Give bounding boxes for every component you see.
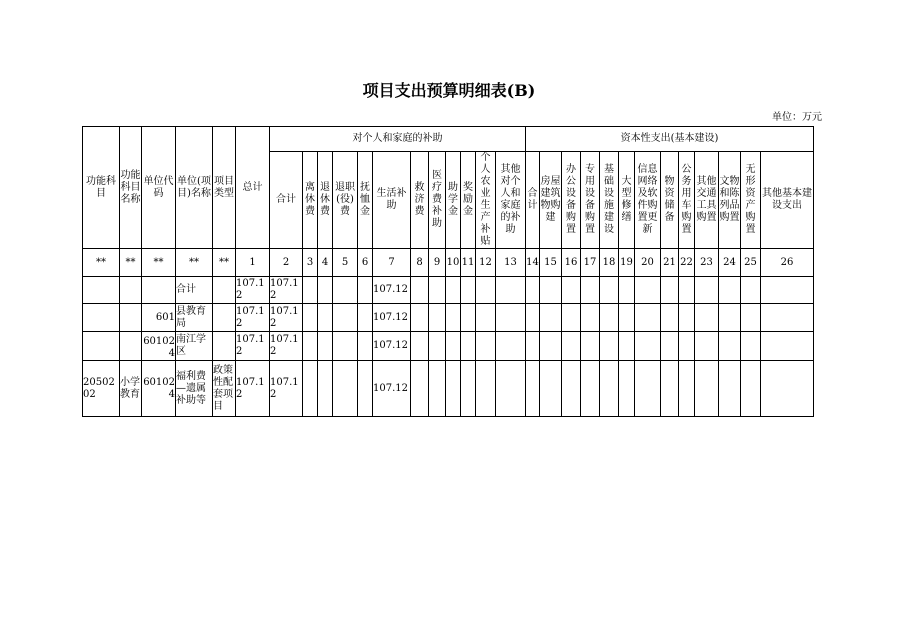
cell-p-reward <box>461 304 476 332</box>
cell-project-type <box>213 332 236 361</box>
cell-c-office <box>562 277 581 304</box>
column-index-cell: 21 <box>661 249 679 277</box>
cell-p-retire <box>303 277 318 304</box>
header-func-code: 功能科目 <box>83 127 120 249</box>
header-living-subsidy: 生活补助 <box>373 152 411 249</box>
cell-c-other <box>761 361 814 417</box>
header-resign-fee: 退职(役)费 <box>333 152 358 249</box>
cell-p-farm <box>476 277 496 304</box>
table-row <box>83 332 814 361</box>
cell-func-name <box>120 332 142 361</box>
cell-p-retire <box>303 361 318 417</box>
cell-c-vehicle <box>679 277 695 304</box>
cell-c-repair <box>619 304 635 332</box>
cell-c-reserve <box>661 277 679 304</box>
cell-project-type <box>213 304 236 332</box>
cell-p-retire <box>303 332 318 361</box>
cell-c-repair <box>619 277 635 304</box>
column-index-cell: 19 <box>619 249 635 277</box>
cell-c-culture <box>719 332 741 361</box>
cell-c-intangible <box>741 304 761 332</box>
cell-c-total <box>526 361 540 417</box>
header-quit-fee: 退休费 <box>318 152 333 249</box>
cell-p-reward <box>461 361 476 417</box>
cell-unit-code: 601024 <box>142 332 176 361</box>
cell-p-medical <box>429 361 446 417</box>
cell-c-house <box>540 361 562 417</box>
cell-c-it <box>635 304 661 332</box>
cell-c-total <box>526 277 540 304</box>
cell-c-house <box>540 332 562 361</box>
cell-p-retire <box>303 304 318 332</box>
cell-p-other <box>496 332 526 361</box>
cell-unit-code <box>142 277 176 304</box>
header-farm-subsidy: 个人农业生产补贴 <box>476 152 496 249</box>
cell-p-relief <box>411 304 429 332</box>
cell-p-medical <box>429 304 446 332</box>
header-unit-name: 单位(项目)名称 <box>176 127 213 249</box>
cell-total: 107.12 <box>236 277 270 304</box>
column-index-cell: 2 <box>270 249 303 277</box>
budget-table <box>82 126 814 417</box>
column-index-cell: 13 <box>496 249 526 277</box>
cell-c-transport <box>695 277 719 304</box>
group-capital-expenditure: 资本性支出(基本建设) <box>526 127 814 152</box>
header-retire-fee: 离休费 <box>303 152 318 249</box>
cell-c-other <box>761 304 814 332</box>
cell-p-relief <box>411 361 429 417</box>
column-index-cell: 4 <box>318 249 333 277</box>
column-index-cell: 7 <box>373 249 411 277</box>
header-project-type: 项目类型 <box>213 127 236 249</box>
cell-p-medical <box>429 332 446 361</box>
cell-p-resign <box>333 304 358 332</box>
header-capital-total: 合计 <box>526 152 540 249</box>
cell-c-total <box>526 332 540 361</box>
column-index-cell: 3 <box>303 249 318 277</box>
cell-p-other <box>496 277 526 304</box>
column-index-cell: 26 <box>761 249 814 277</box>
column-index-cell: 20 <box>635 249 661 277</box>
header-intangible-assets: 无形资产购置 <box>741 152 761 249</box>
cell-c-culture <box>719 277 741 304</box>
column-index-cell: 15 <box>540 249 562 277</box>
table-row <box>83 304 814 332</box>
cell-p-total: 107.12 <box>270 361 303 417</box>
header-reward: 奖励金 <box>461 152 476 249</box>
column-index-cell: 18 <box>600 249 619 277</box>
column-index-cell: 12 <box>476 249 496 277</box>
table-row <box>83 277 814 304</box>
cell-c-transport <box>695 361 719 417</box>
cell-p-total: 107.12 <box>270 277 303 304</box>
data-rows <box>83 277 814 417</box>
column-index-cell: 24 <box>719 249 741 277</box>
column-index-cell: 8 <box>411 249 429 277</box>
cell-p-farm <box>476 304 496 332</box>
cell-p-living: 107.12 <box>373 304 411 332</box>
cell-p-resign <box>333 332 358 361</box>
cell-func-code <box>83 277 120 304</box>
cell-c-culture <box>719 304 741 332</box>
unit-label: 单位：万元 <box>772 112 822 123</box>
column-index-cell: 16 <box>562 249 581 277</box>
cell-p-student <box>446 277 461 304</box>
header-total: 总计 <box>236 127 270 249</box>
cell-p-relief <box>411 277 429 304</box>
cell-c-vehicle <box>679 304 695 332</box>
cell-c-intangible <box>741 277 761 304</box>
cell-p-living: 107.12 <box>373 332 411 361</box>
cell-p-resign <box>333 361 358 417</box>
cell-c-infra <box>600 361 619 417</box>
cell-c-infra <box>600 304 619 332</box>
cell-unit-name: 县教育局 <box>176 304 213 332</box>
cell-func-name: 小学教育 <box>120 361 142 417</box>
cell-c-special <box>581 304 600 332</box>
cell-p-relief <box>411 332 429 361</box>
cell-p-pension <box>358 361 373 417</box>
column-index-cell: 10 <box>446 249 461 277</box>
cell-c-office <box>562 361 581 417</box>
header-cultural-relics: 文物和陈列品购置 <box>719 152 741 249</box>
cell-c-special <box>581 332 600 361</box>
column-index-row <box>83 249 814 277</box>
header-office-equipment: 办公设备购置 <box>562 152 581 249</box>
cell-p-resign <box>333 277 358 304</box>
header-student-aid: 助学金 <box>446 152 461 249</box>
cell-p-quit <box>318 277 333 304</box>
column-index-cell: 23 <box>695 249 719 277</box>
cell-c-it <box>635 361 661 417</box>
cell-c-vehicle <box>679 361 695 417</box>
cell-unit-name: 南江学区 <box>176 332 213 361</box>
cell-func-name <box>120 277 142 304</box>
cell-c-transport <box>695 304 719 332</box>
cell-c-special <box>581 277 600 304</box>
cell-func-name <box>120 304 142 332</box>
cell-p-farm <box>476 361 496 417</box>
cell-p-medical <box>429 277 446 304</box>
cell-p-quit <box>318 361 333 417</box>
page-title: 项目支出预算明细表(B) <box>362 81 536 100</box>
column-index-cell: 22 <box>679 249 695 277</box>
header-it-software: 信息网络及软件购置更新 <box>635 152 661 249</box>
column-index-cell: 1 <box>236 249 270 277</box>
cell-total: 107.12 <box>236 361 270 417</box>
cell-c-infra <box>600 277 619 304</box>
cell-c-infra <box>600 332 619 361</box>
cell-p-reward <box>461 332 476 361</box>
cell-unit-code: 601 <box>142 304 176 332</box>
cell-c-repair <box>619 361 635 417</box>
column-index-cell: ** <box>213 249 236 277</box>
header-medical-subsidy: 医疗费补助 <box>429 152 446 249</box>
cell-c-vehicle <box>679 332 695 361</box>
cell-c-house <box>540 277 562 304</box>
header-house-building: 房屋建筑物购建 <box>540 152 562 249</box>
cell-unit-name: 福利费—遗属补助等 <box>176 361 213 417</box>
cell-p-student <box>446 332 461 361</box>
column-index-cell: ** <box>142 249 176 277</box>
column-index-cell: 5 <box>333 249 358 277</box>
cell-unit-code: 601024 <box>142 361 176 417</box>
header-other-personal: 其他对个人和家庭的补助 <box>496 152 526 249</box>
cell-c-office <box>562 332 581 361</box>
cell-c-intangible <box>741 361 761 417</box>
cell-c-total <box>526 304 540 332</box>
cell-c-intangible <box>741 332 761 361</box>
header-major-repair: 大型修缮 <box>619 152 635 249</box>
cell-c-culture <box>719 361 741 417</box>
cell-c-it <box>635 332 661 361</box>
cell-c-repair <box>619 332 635 361</box>
header-infrastructure: 基础设施建设 <box>600 152 619 249</box>
cell-p-other <box>496 304 526 332</box>
column-index-cell: ** <box>120 249 142 277</box>
header-func-name: 功能科目名称 <box>120 127 142 249</box>
cell-p-student <box>446 304 461 332</box>
cell-p-quit <box>318 332 333 361</box>
column-index-cell: 14 <box>526 249 540 277</box>
cell-total: 107.12 <box>236 304 270 332</box>
cell-c-other <box>761 332 814 361</box>
cell-c-office <box>562 304 581 332</box>
column-index-cell: 9 <box>429 249 446 277</box>
cell-p-farm <box>476 332 496 361</box>
cell-unit-name: 合计 <box>176 277 213 304</box>
column-index-cell: ** <box>83 249 120 277</box>
cell-func-code <box>83 304 120 332</box>
cell-p-pension <box>358 332 373 361</box>
cell-func-code <box>83 332 120 361</box>
table-row <box>83 361 814 417</box>
header-material-reserve: 物资储备 <box>661 152 679 249</box>
cell-p-student <box>446 361 461 417</box>
cell-c-other <box>761 277 814 304</box>
cell-c-it <box>635 277 661 304</box>
header-pension: 抚恤金 <box>358 152 373 249</box>
cell-c-house <box>540 304 562 332</box>
column-index-cell: 17 <box>581 249 600 277</box>
cell-p-pension <box>358 304 373 332</box>
cell-c-reserve <box>661 361 679 417</box>
header-relief-fee: 救济费 <box>411 152 429 249</box>
cell-p-pension <box>358 277 373 304</box>
cell-p-total: 107.12 <box>270 304 303 332</box>
header-official-vehicle: 公务用车购置 <box>679 152 695 249</box>
cell-p-other <box>496 361 526 417</box>
header-other-transport: 其他交通工具购置 <box>695 152 719 249</box>
cell-c-reserve <box>661 304 679 332</box>
cell-p-living: 107.12 <box>373 361 411 417</box>
column-index-cell: ** <box>176 249 213 277</box>
group-personal-subsidy: 对个人和家庭的补助 <box>270 127 526 152</box>
cell-project-type <box>213 277 236 304</box>
cell-p-reward <box>461 277 476 304</box>
column-index-cell: 25 <box>741 249 761 277</box>
column-index-cell: 11 <box>461 249 476 277</box>
cell-total: 107.12 <box>236 332 270 361</box>
cell-c-transport <box>695 332 719 361</box>
header-personal-total: 合计 <box>270 152 303 249</box>
header-unit-code: 单位代码 <box>142 127 176 249</box>
cell-p-total: 107.12 <box>270 332 303 361</box>
cell-c-special <box>581 361 600 417</box>
cell-p-quit <box>318 304 333 332</box>
header-other-capital: 其他基本建设支出 <box>761 152 814 249</box>
header-special-equipment: 专用设备购置 <box>581 152 600 249</box>
cell-p-living: 107.12 <box>373 277 411 304</box>
cell-c-reserve <box>661 332 679 361</box>
column-index-cell: 6 <box>358 249 373 277</box>
cell-func-code: 2050202 <box>83 361 120 417</box>
cell-project-type: 政策性配套项目 <box>213 361 236 417</box>
